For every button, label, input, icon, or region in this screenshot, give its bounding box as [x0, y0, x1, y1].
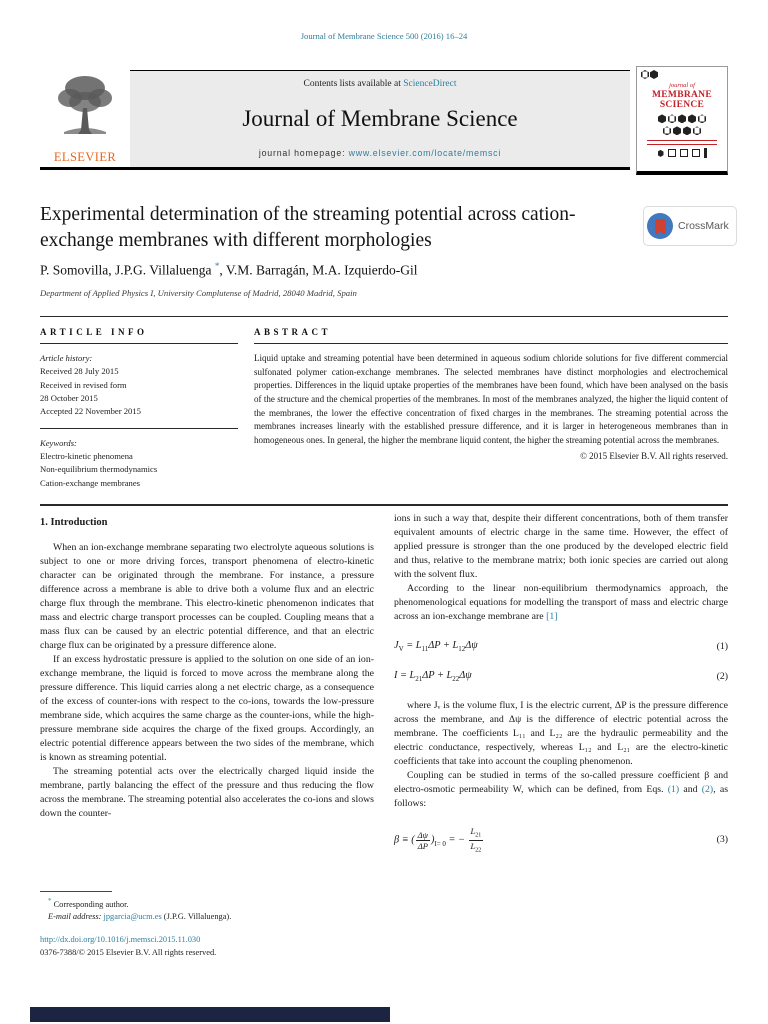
crossmark-icon [647, 213, 673, 239]
paragraph-text: , as follows: [394, 784, 729, 810]
paragraph-text: Coupling can be studied in terms of the so-called pressure coefficient β and electro-osmotic permeability W, which can be defined, from Eqs. [394, 770, 728, 796]
paragraph: ions in such a way that, despite their different concentrations, both of them transfer equivalent amounts of electric charge in the same time. However, the effect of applied pressure is stronger than the one produced by the developed electric field and thus, relative to the membrane matrix; both ionic species are carried out along with the solvent flux. [394, 513, 728, 580]
doi-block [40, 933, 216, 959]
elsevier-logo[interactable] [40, 70, 130, 167]
sciencedirect-link[interactable]: ScienceDirect [403, 79, 457, 89]
keywords-label: Keywords: [40, 437, 77, 448]
equation-1-number: (1) [716, 640, 728, 652]
authors-rest: , V.M. Barragán, M.A. Izquierdo-Gil [219, 262, 418, 278]
cover-society-logos [637, 148, 727, 158]
cover-hex-pattern-row2 [637, 126, 727, 135]
doi-link[interactable]: http://dx.doi.org/10.1016/j.memsci.2015.11.030 [40, 935, 201, 944]
authors-first: P. Somovilla, J.P.G. Villaluenga [40, 262, 215, 278]
keywords-divider [40, 428, 238, 429]
section-heading-introduction: 1. Introduction [40, 517, 108, 528]
email-line [40, 911, 374, 924]
equation-3-body: β ≡ ( $\frac{\Delta\psi}{\Delta P}$ )$_{I= 0}$ = − $\frac{L_{21}}{L_{22}}$ [394, 826, 482, 854]
paragraph [394, 769, 728, 811]
paragraph-text: According to the linear non-equilibrium thermodynamics approach, the phenomenological equations for modelling the transport of mass and electric charge across an ion-exchange membrane are [394, 583, 728, 622]
equation-ref-link-2[interactable]: (2) [701, 784, 714, 796]
journal-banner [130, 70, 630, 167]
footnote-star: * [48, 897, 52, 905]
article-history-label: Article history: [40, 353, 93, 363]
elsevier-tree-icon [54, 72, 116, 138]
keyword-3: Cation-exchange membranes [40, 477, 140, 488]
paragraph-text: and [679, 784, 702, 796]
corresponding-text: Corresponding author. [51, 899, 129, 909]
history-accepted: Accepted 22 November 2015 [40, 406, 141, 417]
equation-3 [394, 826, 728, 855]
meta-section [40, 316, 728, 506]
history-revised-2: 28 October 2015 [40, 392, 98, 403]
paragraph [394, 582, 728, 624]
issn-copyright-line: 0376-7388/© 2015 Elsevier B.V. All rights reserved. [40, 948, 217, 958]
cover-caption-rule [647, 140, 717, 145]
cover-decoration-hexes [641, 70, 727, 79]
journal-name: Journal of Membrane Science [242, 105, 518, 131]
paragraph: where Jᵥ is the volume flux, I is the electric current, ΔP is the pressure difference across the membrane, and Δψ is the difference of electric potential across the membrane. The coefficients L₁₁ and L₂₂ are the hydraulic permeability and the electric conductance, respectively, whereas L₁₂ and L₂₁ are the electro-kinetic coefficients that take into account the coupling phenomenon. [394, 700, 728, 768]
cover-membrane: MEMBRANE [652, 89, 712, 100]
journal-header [40, 70, 630, 170]
corresponding-author-note [40, 896, 374, 911]
affiliation: Department of Applied Physics I, University Complutense of Madrid, 28040 Madrid, Spain [40, 288, 357, 298]
equation-ref-link-1[interactable]: (1) [667, 784, 680, 796]
history-received: Received 28 July 2015 [40, 366, 119, 377]
email-suffix: (J.P.G. Villaluenga). [161, 912, 232, 922]
history-revised-1: Received in revised form [40, 379, 127, 390]
equation-3-number: (3) [716, 834, 728, 846]
paragraph: The streaming potential acts over the electrically charged liquid inside the membrane, partly balancing the effect of the pressure and thus reducing the flow across the membrane. The streaming potential also accelerates the co-ions and slows down the counter- [40, 766, 374, 819]
email-link[interactable]: jpgarcia@ucm.es [103, 912, 162, 922]
footnote-rule [40, 891, 112, 892]
next-page-edge-bar [30, 1007, 390, 1022]
homepage-prefix: journal homepage: [258, 148, 349, 158]
equation-1-body: $J_V = L_{11}\Delta P + L_{12}\Delta\psi$ [394, 640, 478, 654]
abstract-column [254, 327, 728, 490]
paragraph: If an excess hydrostatic pressure is applied to the solution on one side of an ion-exchange membrane, the liquid is forced to move across the membrane along the pressure difference. This liquid carries along a net electric charge, as a consequence of the excess of counter-ions with respect to the co-ions, towards the low-pressure membrane side, which acquires the same charge as the counter-ions, while the high-pressure membrane side acquires the charge of the fixed groups. Accordingly, an electric potential difference appears between the two sides of the membrane, which is known as streaming potential. [40, 654, 374, 763]
paragraph: When an ion-exchange membrane separating two electrolyte aqueous solutions is subject to one or more driving forces, transport phenomena of electro-kinetic character can be originated through the membrane. For instance, a pressure difference across a membrane is able to drive both a volume flux and an electric charge flux through the membrane. This electro-kinetic phenomenon indicates that mass and electric charge transport processes can be coupled. Coupling means that a mass flux can be caused by an electric potential difference, and that an electric charge flux can be originated by a pressure difference alone. [40, 542, 374, 651]
abstract-copyright: © 2015 Elsevier B.V. All rights reserved. [580, 450, 728, 461]
keyword-1: Electro-kinetic phenomena [40, 450, 133, 461]
cover-journal-of: journal of [669, 82, 695, 89]
abstract-text: Liquid uptake and streaming potential have been determined in aqueous sodium chloride solutions for five different commercial sulfonated polymer cation-exchange membranes. The selected membranes have distinct morphologies and electrochemical properties. Differences in the liquid uptake properties of the membranes have been found, which have been analysed on the basis of the structure and the chemical properties of the membranes. In most of the membranes analyzed, the higher the liquid content of the membranes, the lower the effective concentration of fixed charges in the membranes. The streaming potential across the membranes increases linearly with the established pressure difference, and it is larger in heterogeneous membranes than in homogeneous ones. In general, the higher the membrane liquid content, the higher the streaming potential across the membranes. [254, 353, 728, 446]
body-column-right [394, 512, 728, 870]
journal-cover-thumbnail[interactable] [636, 66, 728, 175]
cover-hex-pattern-row1 [637, 114, 727, 123]
author-list [40, 261, 418, 279]
body-column-left [40, 541, 374, 821]
crossmark-badge[interactable] [643, 206, 737, 246]
equation-2 [394, 669, 728, 684]
corresponding-author-star-link[interactable]: * [214, 261, 220, 271]
footnote-block [40, 891, 374, 924]
article-info-column [40, 327, 238, 490]
keyword-2: Non-equilibrium thermodynamics [40, 464, 158, 475]
article-info-heading: ARTICLE INFO [40, 327, 238, 344]
contents-prefix: Contents lists available at [303, 79, 404, 89]
journal-citation-line: Journal of Membrane Science 500 (2016) 16–24 [300, 31, 468, 41]
reference-link-1[interactable]: [1] [546, 611, 558, 622]
homepage-line [259, 148, 501, 158]
equation-2-number: (2) [716, 670, 728, 682]
email-label: E-mail address: [48, 912, 104, 922]
equation-2-body: $I = L_{21}\Delta P + L_{22}\Delta\psi$ [394, 670, 472, 684]
contents-line [303, 79, 456, 89]
elsevier-wordmark: ELSEVIER [53, 150, 117, 164]
article-title: Experimental determination of the streaming potential across cation-exchange membranes with different morphologies [40, 204, 576, 251]
cover-science: SCIENCE [659, 100, 705, 111]
abstract-heading: ABSTRACT [254, 327, 728, 344]
equation-1 [394, 639, 728, 654]
crossmark-label: CrossMark [678, 220, 729, 232]
homepage-url-link[interactable]: www.elsevier.com/locate/memsci [348, 148, 502, 158]
